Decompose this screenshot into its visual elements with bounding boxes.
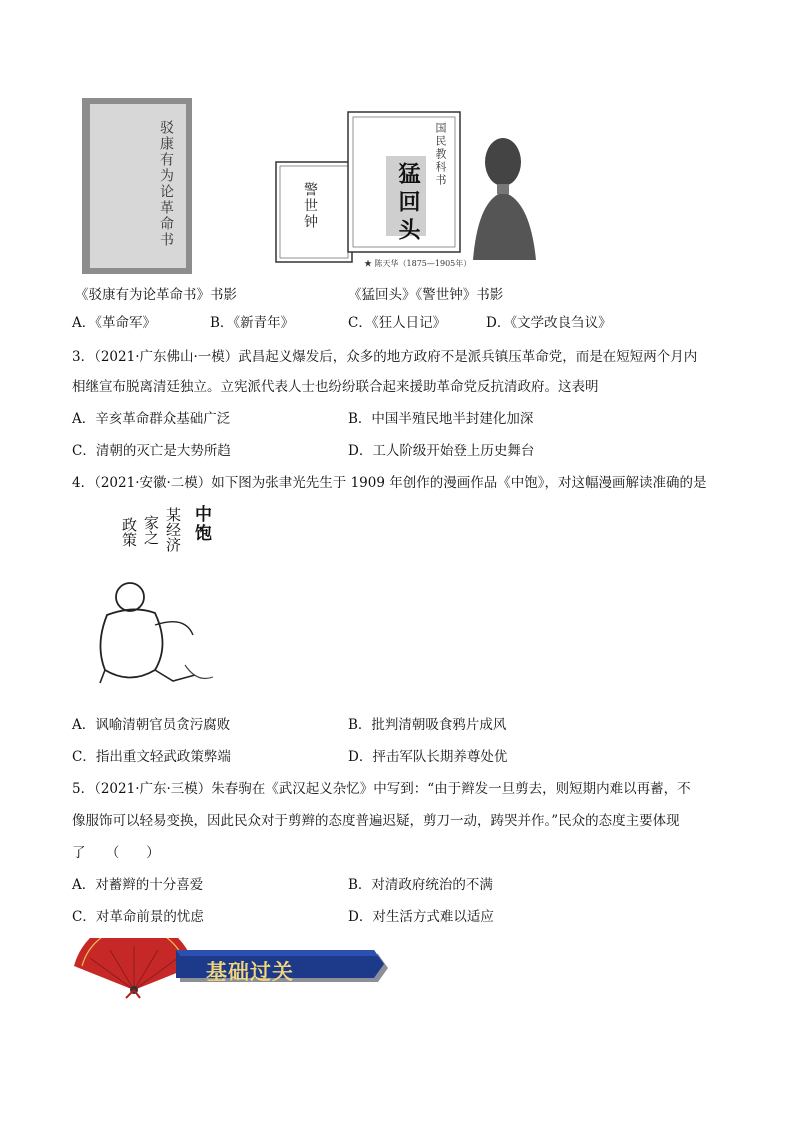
q4-option-d: D．抨击军队长期养尊处优 (348, 749, 508, 765)
cartoon-title: 中饱 (191, 505, 211, 543)
q5-option-b: B．对清政府统治的不满 (348, 877, 493, 893)
q3-option-c: C．清朝的灭亡是大势所趋 (72, 443, 231, 459)
q2-option-d: D．《文学改良刍议》 (486, 315, 612, 331)
q3-option-d: D．工人阶级开始登上历史舞台 (348, 443, 535, 459)
q5-stem-line1: 5．（2021·广东·三模）朱春驹在《武汉起义杂忆》中写到：“由于辫发一旦剪去，则短期内难以再蓄，不 (72, 781, 691, 797)
book-cover-inner (90, 104, 186, 268)
q5-option-c: C．对革命前景的忧虑 (72, 909, 204, 925)
q2-option-c: C．《狂人日记》 (348, 315, 447, 331)
q5-stem-line2: 像服饰可以轻易变换，因此民众对于剪辫的态度普遍迟疑，剪刀一动，踌哭并作。”民众的态度主要体现 (72, 813, 680, 829)
q2-option-a: A．《革命军》 (72, 315, 156, 331)
q4-option-b: B．批判清朝吸食鸦片成风 (348, 717, 507, 733)
q2-option-b: B．《新青年》 (210, 315, 295, 331)
portrait-caption: ★ 陈天华（1875—1905年） (364, 259, 472, 268)
cartoon-zhongbao (85, 505, 225, 700)
q4-option-c: C．指出重文轻武政策弊端 (72, 749, 231, 765)
q3-option-a: A．辛亥革命群众基础广泛 (72, 411, 231, 427)
caption-right: 《猛回头》《警世钟》书影 (348, 287, 504, 303)
q5-stem-line3: 了 （ ） (72, 845, 160, 861)
book-series-label: 国民教科书 (434, 122, 447, 187)
cartoon-label-col2: 家之 (142, 515, 160, 545)
book-cover-title: 驳康有为论革命书 (158, 120, 174, 248)
cartoon-label-col3: 政策 (120, 517, 138, 547)
q3-stem-line1: 3．（2021·广东佛山·一模）武昌起义爆发后，众多的地方政府不是派兵镇压革命党，而是在短短两个月内 (72, 349, 698, 365)
books-and-portrait-photo (268, 100, 568, 272)
q3-option-b: B．中国半殖民地半封建化加深 (348, 411, 534, 427)
book-jingshizhong-title: 警世钟 (302, 182, 318, 230)
q5-option-d: D．对生活方式难以适应 (348, 909, 494, 925)
section-banner (70, 938, 400, 1000)
book-cover-photo (82, 98, 192, 274)
q3-stem-line2: 相继宣布脱离清廷独立。立宪派代表人士也纷纷联合起来援助革命党反抗清政府。这表明 (72, 379, 599, 395)
book-menghuitou-title: 猛回头 (395, 162, 421, 246)
q5-option-a: A．对蓄辫的十分喜爱 (72, 877, 204, 893)
cartoon-label-col1: 某经济 (164, 507, 182, 552)
q4-stem-line1: 4．（2021·安徽·二模）如下图为张聿光先生于 1909 年创作的漫画作品《中饱》，对这幅漫画解读准确的是 (72, 475, 707, 491)
caption-left: 《驳康有为论革命书》书影 (75, 287, 237, 303)
section-banner-label: 基础过关 (206, 959, 294, 984)
q4-option-a: A．讽喻清朝官员贪污腐败 (72, 717, 231, 733)
